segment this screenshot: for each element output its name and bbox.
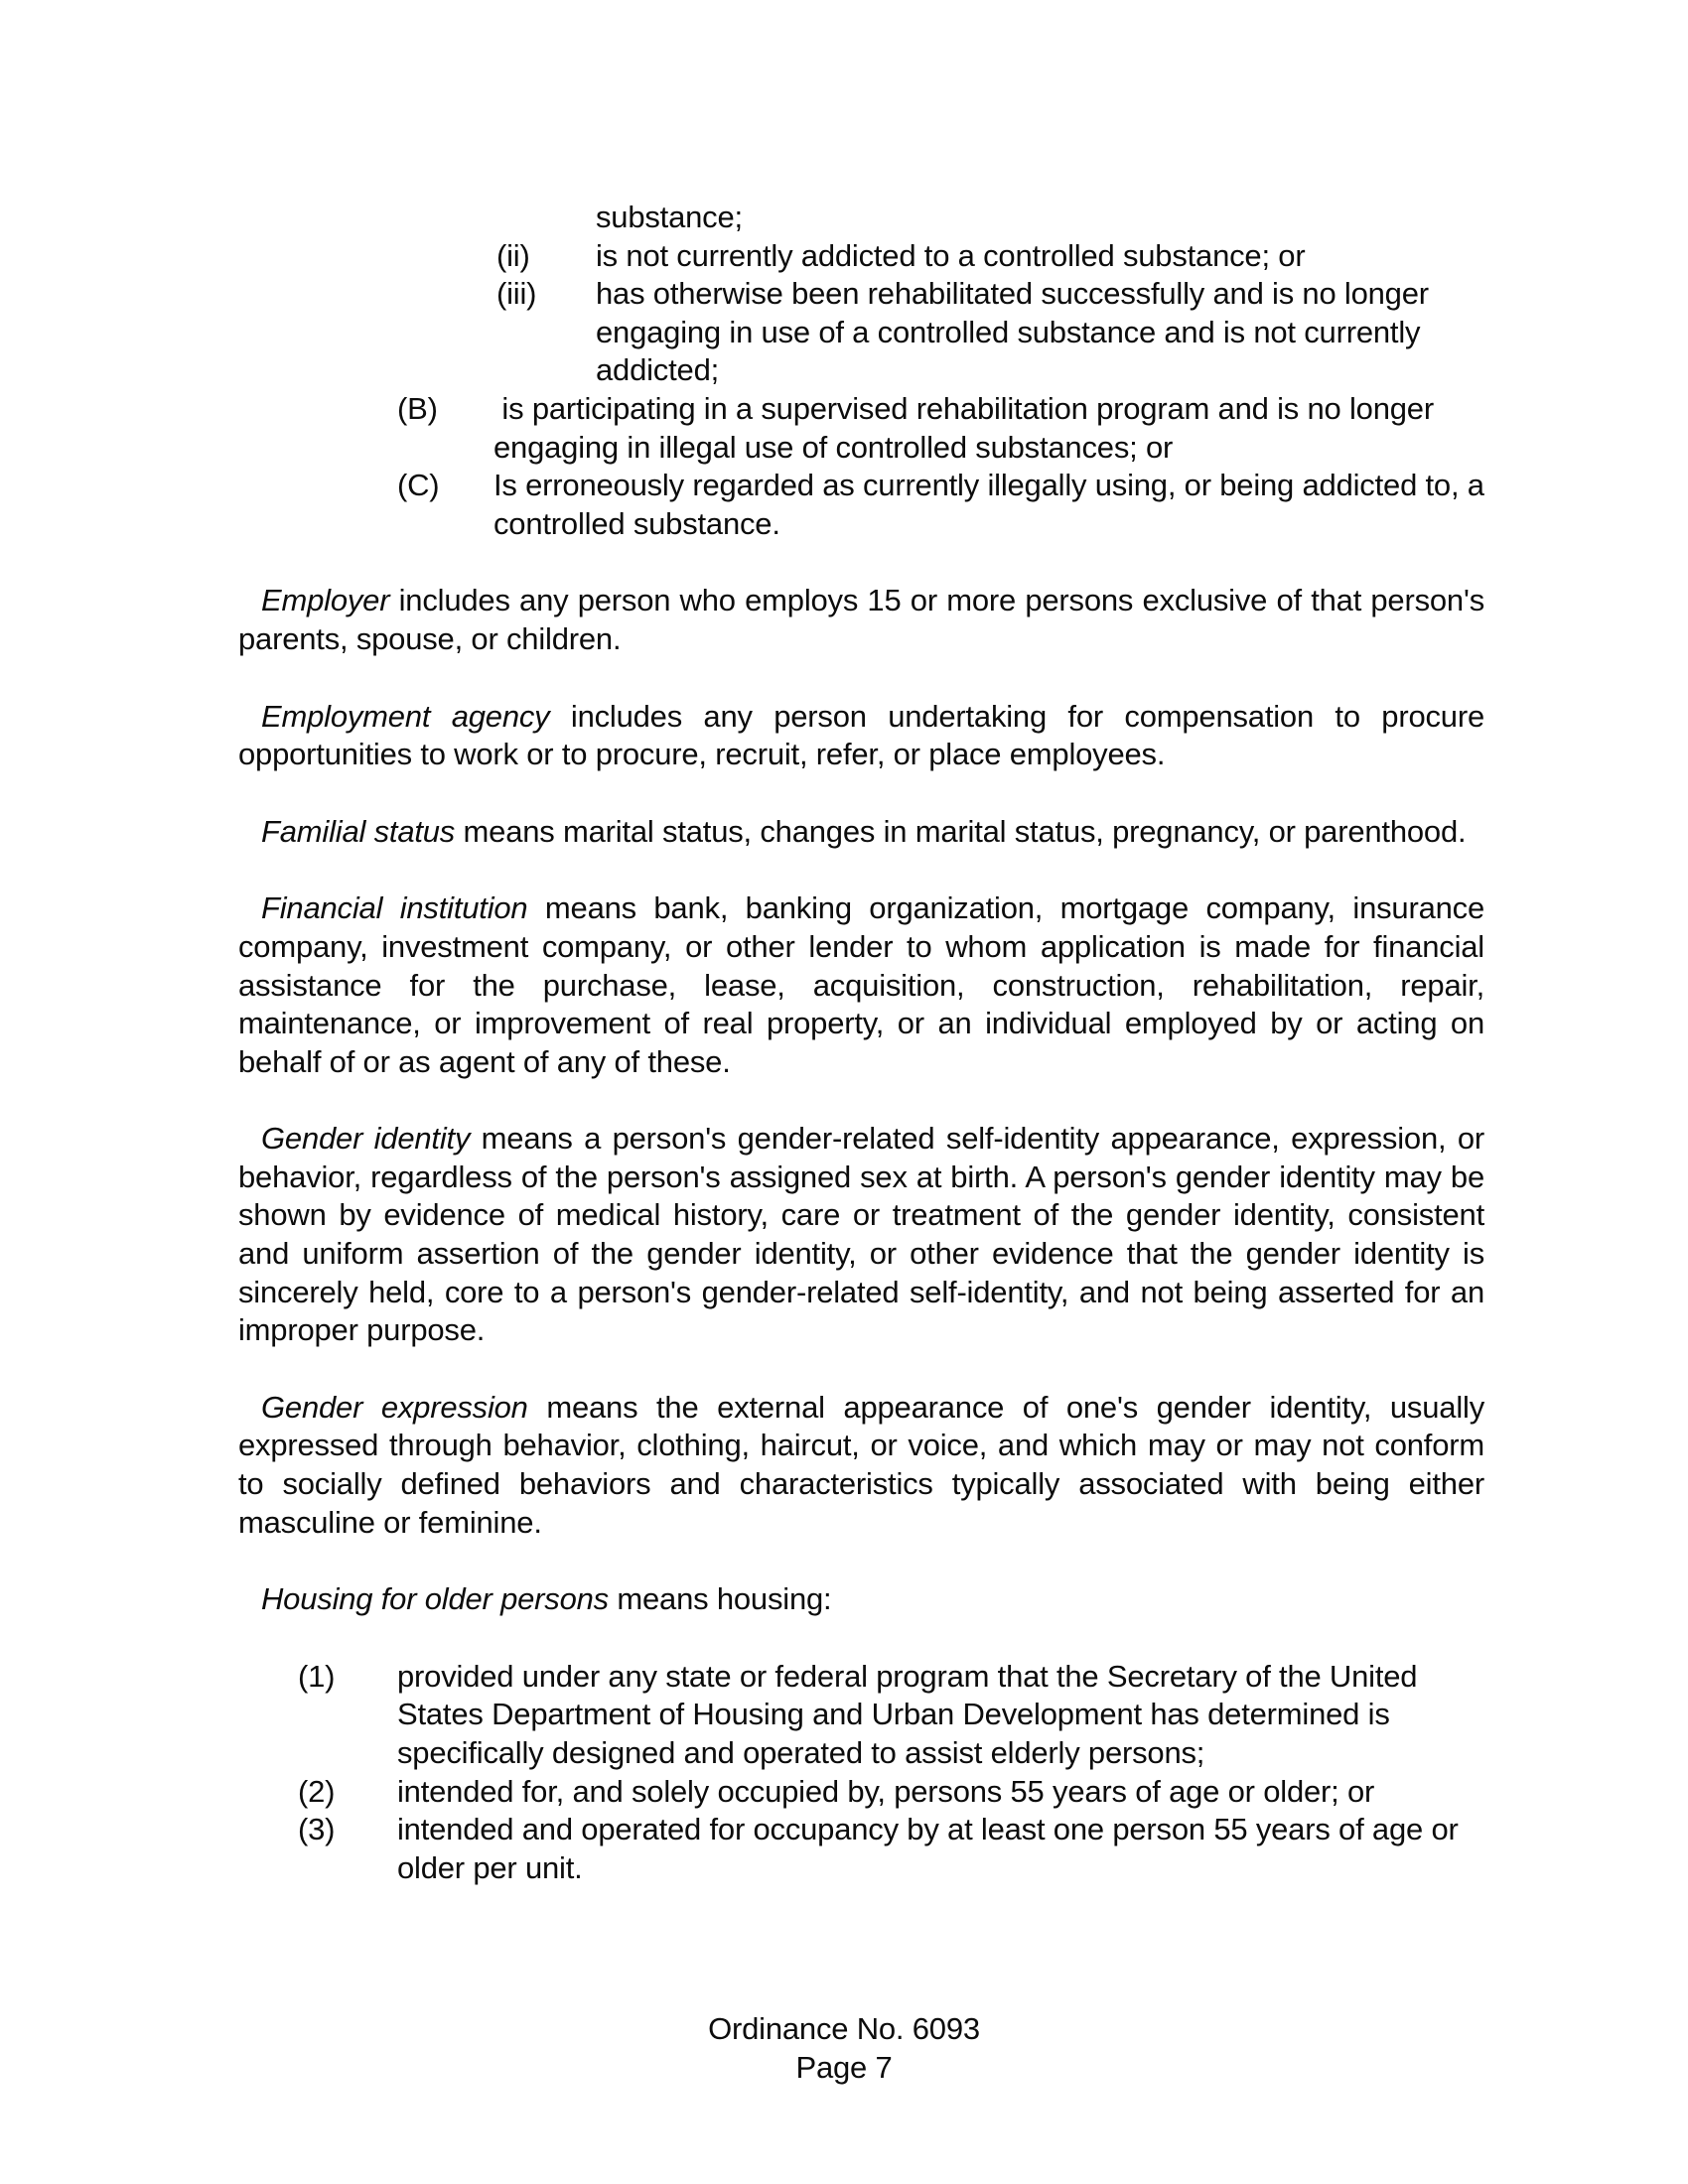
housing-item-3 bbox=[238, 1811, 1484, 1887]
housing-text-2: intended for, and solely occupied by, persons 55 years of age or older; or bbox=[397, 1773, 1375, 1809]
definition-term-gender-identity: Gender identity bbox=[261, 1121, 471, 1157]
clause-item-iii bbox=[238, 275, 1484, 390]
definition-body-employment-agency: includes any person undertaking for compensation to procure opportunities to work or to procure, recruit, refer, or place employees. bbox=[238, 698, 1484, 772]
definition-housing-older-persons bbox=[238, 1580, 1484, 1619]
clause-continuation-text: substance; bbox=[596, 200, 743, 234]
clause-marker-ii: (ii) bbox=[496, 237, 530, 273]
housing-item-2 bbox=[238, 1773, 1484, 1812]
clause-marker-iii: (iii) bbox=[496, 276, 537, 312]
definition-term-housing-older-persons: Housing for older persons bbox=[261, 1581, 609, 1617]
definition-term-gender-expression: Gender expression bbox=[261, 1389, 528, 1425]
footer-page-number: Page 7 bbox=[795, 2049, 893, 2085]
definition-body-financial-institution: means bank, banking organization, mortgage company, insurance company, investment company, or other lender to whom application is made for financial assistance for the purchase, lease, acquisition, construction, rehabilitation, repair, maintenance, or improvement of real property, or an individual employed by or acting on behalf of or as agent of any of these. bbox=[238, 890, 1484, 1079]
page-footer bbox=[0, 2010, 1688, 2087]
housing-list bbox=[238, 1658, 1484, 1888]
clause-text-ii: is not currently addicted to a controlled substance; or bbox=[596, 237, 1306, 273]
definition-body-employer: includes any person who employs 15 or more persons exclusive of that person's parents, spouse, or children. bbox=[238, 583, 1484, 656]
housing-marker-2: (2) bbox=[298, 1773, 336, 1809]
clause-item-ii bbox=[238, 237, 1484, 276]
housing-item-1 bbox=[238, 1658, 1484, 1773]
clause-item-c bbox=[238, 467, 1493, 543]
clause-marker-c: (C) bbox=[397, 468, 440, 503]
clause-text-b: is participating in a supervised rehabilitation program and is no longer engaging in illegal use of controlled substances; or bbox=[493, 390, 1443, 465]
definition-body-familial-status: means marital status, changes in marital status, pregnancy, or parenthood. bbox=[455, 813, 1467, 849]
clause-text-c: Is erroneously regarded as currently illegally using, or being addicted to, a controlled substance. bbox=[493, 468, 1493, 541]
clause-marker-b: (B) bbox=[397, 390, 438, 426]
housing-marker-1: (1) bbox=[298, 1658, 336, 1694]
housing-text-3: intended and operated for occupancy by at least one person 55 years of age or older per unit. bbox=[397, 1812, 1468, 1885]
housing-marker-3: (3) bbox=[298, 1812, 336, 1847]
definition-body-gender-expression: means the external appearance of one's gender identity, usually expressed through behavior, clothing, haircut, or voice, and which may or may not conform to socially defined behaviors and characteristics typically associated with being either masculine or feminine. bbox=[238, 1389, 1484, 1540]
definition-employment-agency bbox=[238, 698, 1484, 774]
definition-gender-expression bbox=[238, 1389, 1484, 1542]
definition-term-financial-institution: Financial institution bbox=[261, 890, 528, 926]
definition-financial-institution bbox=[238, 889, 1484, 1081]
footer-ordinance-number: Ordinance No. 6093 bbox=[708, 2011, 980, 2046]
definition-term-employer: Employer bbox=[261, 583, 390, 618]
clause-continuation-line bbox=[238, 199, 1484, 237]
definition-body-housing-older-persons: means housing: bbox=[608, 1581, 832, 1617]
definition-term-familial-status: Familial status bbox=[261, 813, 456, 849]
clause-text-iii: has otherwise been rehabilitated successfully and is no longer engaging in use of a controlled substance and is not currently addicted; bbox=[596, 276, 1438, 388]
housing-text-1: provided under any state or federal program that the Secretary of the United States Department of Housing and Urban Development has determined is specifically designed and operated to assist elderly persons; bbox=[397, 1658, 1426, 1770]
definition-term-employment-agency: Employment agency bbox=[261, 698, 550, 734]
definition-employer bbox=[238, 582, 1484, 658]
definition-familial-status bbox=[238, 813, 1484, 852]
definition-body-gender-identity: means a person's gender-related self-identity appearance, expression, or behavior, regardless of the person's assigned sex at birth. A person's gender identity may be shown by evidence of medical history, care or treatment of the gender identity, consistent and uniform assertion of the gender identity, or other evidence that the gender identity is sincerely held, core to a person's gender-related self-identity, and not being asserted for an improper purpose. bbox=[238, 1121, 1485, 1348]
page-content bbox=[238, 199, 1493, 1887]
definition-gender-identity bbox=[238, 1120, 1484, 1350]
clause-item-b bbox=[238, 390, 1484, 467]
